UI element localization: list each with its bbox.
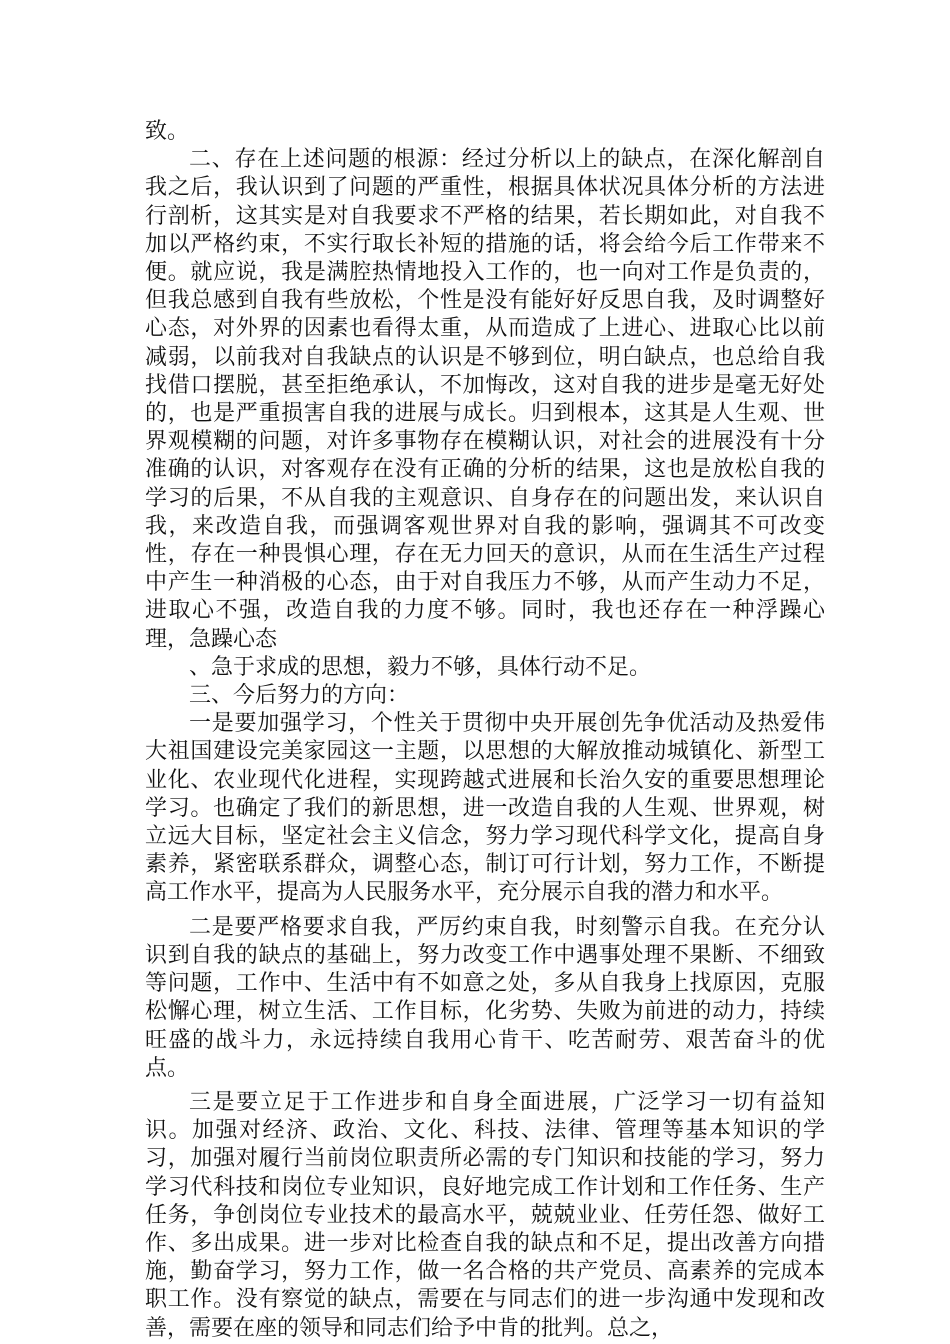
paragraph-closing-fragment: 致。 [145, 119, 190, 144]
paragraph-point-one: 一是要加强学习，个性关于贯彻中央开展创先争优活动及热爱伟大祖国建设完美家园这一主题，以思想的大解放推动城镇化、新型工业化、农业现代化进程，实现跨越式进展和长治久安的重要思想理论学习。也确定了我们的新思想，进一改造自我的人生观、世界观，树立远大目标，坚定社会主义信念，努力学习现代科学文化，提高自身素养，紧密联系群众，调整心态，制订可行计划，努力工作，不断提高工作水平，提高为人民服务水平，充分展示自我的潜力和水平。 [145, 711, 825, 906]
paragraph-point-three: 三是要立足于工作进步和自身全面进展，广泛学习一切有益知识。加强对经济、政治、文化、科技、法律、管理等基本知识的学习，加强对履行当前岗位职责所必需的专门知识和技能的学习，努力学习代科技和岗位专业知识，良好地完成工作计划和工作任务、生产任务，争创岗位专业技术的最高水平，兢兢业业、任劳任怨、做好工作、多出成果。进一步对比检查自我的缺点和不足，提出改善方向措施，勤奋学习，努力工作，做一名合格的共产党员、高素养的完成本职工作。没有察觉的缺点，需要在与同志们的进一步沟通中发现和改善，需要在座的领导和同志们给予中肯的批判。总之， [145, 1089, 825, 1341]
paragraph-root-causes-continued: 、急于求成的思想，毅力不够，具体行动不足。 [189, 654, 652, 680]
paragraph-root-causes: 二、存在上述问题的根源：经过分析以上的缺点，在深化解剖自我之后，我认识到了问题的严重性，根据具体状况具体分析的方法进行剖析，这其实是对自我要求不严格的结果，若长期如此，对自我不加以严格约束，不实行取长补短的措施的话，将会给今后工作带来不便。就应说，我是满腔热情地投入工作的，也一向对工作是负责的，但我总感到自我有些放松，个性是没有能好好反思自我，及时调整好心态，对外界的因素也看得太重，从而造成了上进心、进取心比以前减弱，以前我对自我缺点的认识是不够到位，明白缺点，也总给自我找借口摆脱，甚至拒绝承认，不加悔改，这对自我的进步是毫无好处的，也是严重损害自我的进展与成长。归到根本，这其是人生观、世界观模糊的问题，对许多事物存在模糊认识，对社会的进展没有十分准确的认识，对客观存在没有正确的分析的结果，这也是放松自我的学习的后果，不从自我的主观意识、自身存在的问题出发，来认识自我，来改造自我，而强调客观世界对自我的影响，强调其不可改变性，存在一种畏惧心理，存在无力回天的意识，从而在生活生产过程中产生一种消极的心态，由于对自我压力不够，从而产生动力不足，进取心不强，改造自我的力度不够。同时，我也还存在一种浮躁心理，急躁心态 [145, 147, 825, 652]
paragraph-point-two: 二是要严格要求自我，严厉约束自我，时刻警示自我。在充分认识到自我的缺点的基础上，努力改变工作中遇事处理不果断、不细致等问题，工作中、生活中有不如意之处，多从自我身上找原因，克服松懈心理，树立生活、工作目标，化劣势、失败为前进的动力，持续旺盛的战斗力，永远持续自我用心肯干、吃苦耐劳、艰苦奋斗的优点。 [145, 914, 825, 1081]
document-body [145, 118, 825, 1343]
section-heading-future-direction: 三、今后努力的方向： [189, 683, 410, 709]
